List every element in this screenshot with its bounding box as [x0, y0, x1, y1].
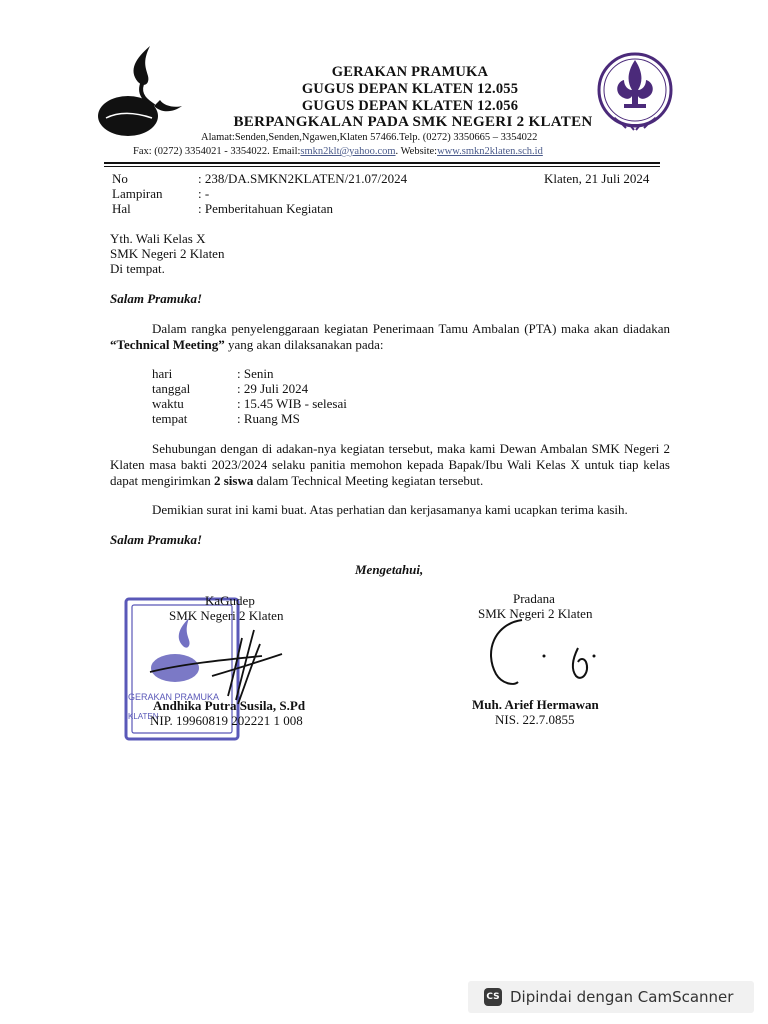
header-line-base: BERPANGKALAN PADA SMK NEGERI 2 KLATEN	[233, 114, 593, 130]
fax-text: Fax: (0272) 3354021 - 3354022. Email:	[133, 146, 301, 157]
tunas-kelapa-logo	[98, 44, 184, 144]
schedule-label-tempat: tempat	[152, 411, 188, 426]
paragraph-1-text-a: Dalam rangka penyelenggaraan kegiatan Penerimaan Tamu Ambalan (PTA) maka akan diadakan	[152, 321, 670, 336]
header-divider-thick	[104, 162, 660, 164]
paragraph-2-text-a: Sehubungan dengan di adakan-nya kegiatan tersebut, maka kami Dewan Ambalan SMK Negeri 2 Klaten masa bakti 2023/2024 selaku panitia memohon kepada Bapak/Ibu Wali Kelas X untuk tiap kelas dapat mengirimkan	[110, 441, 670, 488]
hal-value: : Pemberitahuan Kegiatan	[198, 201, 334, 216]
right-signer-org: SMK Negeri 2 Klaten	[478, 606, 593, 621]
schedule-label-tanggal: tanggal	[152, 381, 191, 396]
recipient-line-2: SMK Negeri 2 Klaten	[110, 246, 225, 261]
header-contact	[133, 146, 543, 157]
header-line-gudep-1: GUGUS DEPAN KLATEN 12.055	[301, 81, 519, 97]
no-label: No	[112, 171, 128, 186]
closing-greeting: Salam Pramuka!	[110, 532, 203, 547]
paragraph-2	[110, 441, 670, 489]
paragraph-2-bold: 2 siswa	[213, 473, 254, 488]
email-link[interactable]: smkn2klt@yahoo.com	[300, 146, 396, 157]
recipient-line-3: Di tempat.	[110, 261, 165, 276]
header-line-gudep-2: GUGUS DEPAN KLATEN 12.056	[301, 98, 519, 114]
stamp-text-2: KLATEN	[128, 712, 159, 721]
hal-label: Hal	[112, 201, 131, 216]
website-link[interactable]: www.smkn2klaten.sch.id	[437, 146, 543, 157]
scanner-watermark	[468, 981, 754, 1013]
paragraph-3-text: Demikian surat ini kami buat. Atas perhatian dan kerjasamanya kami ucapkan terima kasih.	[152, 502, 628, 517]
pradana-signature	[482, 612, 602, 692]
paragraph-3	[110, 502, 670, 518]
header-line-organization: GERAKAN PRAMUKA	[331, 64, 489, 80]
paragraph-1-bold: “Technical Meeting”	[110, 337, 225, 352]
header-address: Alamat:Senden,Senden,Ngawen,Klaten 57466.Telp. (0272) 3350665 – 3354022	[201, 132, 538, 143]
lampiran-label: Lampiran	[112, 186, 163, 201]
paragraph-1	[110, 321, 670, 353]
no-value: : 238/DA.SMKN2KLATEN/21.07/2024	[198, 171, 408, 186]
left-signer-id: NIP. 19960819 202221 1 008	[150, 713, 303, 728]
schedule-value-tempat: : Ruang MS	[237, 411, 300, 426]
right-signer-name: Muh. Arief Hermawan	[472, 697, 599, 712]
schedule-value-waktu: : 15.45 WIB - selesai	[237, 396, 347, 411]
scanner-watermark-text: Dipindai dengan CamScanner	[510, 988, 734, 1006]
lampiran-value: : -	[198, 186, 210, 201]
stamp-text-1: GERAKAN PRAMUKA	[128, 692, 220, 702]
letter-date: Klaten, 21 Juli 2024	[544, 171, 650, 186]
schedule-value-hari: : Senin	[237, 366, 274, 381]
header-divider-thin	[104, 166, 660, 167]
schedule-label-hari: hari	[152, 366, 173, 381]
left-signer-org: SMK Negeri 2 Klaten	[169, 608, 284, 623]
right-signer-id: NIS. 22.7.0855	[495, 712, 575, 727]
camscanner-icon: CS	[484, 988, 502, 1006]
left-signer-name: Andhika Putra Susila, S.Pd	[153, 698, 306, 713]
website-prefix: . Website:	[395, 146, 438, 157]
schedule-label-waktu: waktu	[152, 396, 184, 411]
kagudep-signature	[142, 620, 292, 710]
mengetahui-label: Mengetahui,	[355, 562, 424, 577]
right-signer-title: Pradana	[513, 591, 555, 606]
greeting: Salam Pramuka!	[110, 291, 203, 306]
left-signer-title: KaGudep	[205, 593, 255, 608]
paragraph-2-text-b: dalam Technical Meeting kegiatan tersebut.	[253, 473, 484, 488]
schedule-value-tanggal: : 29 Juli 2024	[237, 381, 309, 396]
paragraph-1-text-b: yang akan dilaksanakan pada:	[224, 337, 384, 352]
recipient-line-1: Yth. Wali Kelas X	[110, 231, 206, 246]
